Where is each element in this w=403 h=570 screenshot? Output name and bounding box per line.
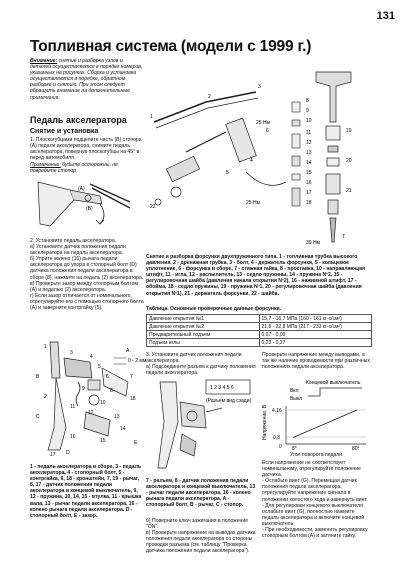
spec-table	[146, 314, 372, 347]
connector-label: (Разъем вид сзади)	[206, 398, 252, 404]
callout-label: 21	[346, 188, 352, 194]
voltage-graph	[262, 378, 372, 454]
callout-label: 4	[250, 158, 253, 164]
sensor-figure	[146, 372, 258, 476]
step2-text	[30, 238, 144, 311]
callout-label: 2	[208, 94, 211, 100]
pedal-assembly-figure	[30, 338, 147, 458]
torque-label-3: 39 Нм	[306, 240, 320, 246]
pedal-note	[30, 162, 142, 174]
step-b: б) Поверните ключ зажигания в положение "ON".	[146, 518, 249, 531]
callout-label: 18	[130, 396, 136, 402]
pedal-step1: 1. Плоскогубцами подцепите часть (B) стопора (A) педали акселератора, снимите педаль акселератора, повернув плоскогубцы на 45° в перед автомобиля.	[30, 137, 142, 162]
callout-label: 14	[120, 426, 126, 432]
graph-on: Вкл	[290, 388, 299, 394]
graph-v3: 0	[279, 444, 282, 450]
callout-label: 1	[150, 114, 153, 120]
callout-label: 7	[130, 374, 133, 380]
callout-label: 15	[100, 438, 106, 444]
callout-label: 17	[306, 190, 312, 196]
graph-ylabel: Напряжение, В	[262, 404, 268, 440]
graph-v2: 0,8	[273, 435, 280, 441]
step3-a: а) Подсоедините разъем к датчику положения педали акселератора.	[146, 364, 256, 377]
callout-label: 7	[342, 234, 345, 240]
callout-label: 6	[106, 374, 109, 380]
torque-label-2: 25 Нм	[246, 200, 260, 206]
table-row: Давление открытия №1 15,7 - 16,7 МПа (160 - 161 кг·с/см²)	[147, 315, 372, 323]
spec-table-title: Таблица. Основные проверочные данные форсунки.	[146, 306, 282, 312]
callout-label: 17	[50, 452, 56, 458]
callout-label: D	[66, 450, 70, 456]
callout-label: 9	[82, 386, 85, 392]
intro-lead: Внимание:	[30, 58, 58, 64]
callout-label: 12	[88, 410, 94, 416]
callout-label: 12	[306, 140, 312, 146]
callout-label: 11	[306, 130, 312, 136]
sensor-caption: 7 - разъем, 8 - датчик положения педали акселератора и концевой выключатель, 13 - рычаг педали акселератора, 16 - колено рычага педали акселератора, A - стопорный болт, B - рычаг, C - стопор.	[146, 478, 256, 509]
intro-text: снятие и разборка узлов и деталей осуществляется в порядке номеров, указанных на рисунках. Сборка и установка осуществляются в порядке, обратном разборке и снятию. При этом следует обращать внимание на дополнительные примечания.	[30, 58, 143, 101]
pedal-stopper-figure	[30, 176, 142, 236]
step2-d: г) Если зазор отличается от номинального, отрегулируйте его с помощью стопорного болта (A) и заверните контргайку (5).	[30, 292, 144, 312]
graph-title: Концевой выключатель	[306, 380, 361, 386]
table-row: Давление открытия №2 21,8 - 22,8 МПа (217 - 233 кг·с/см²)	[147, 323, 372, 331]
step2-head: 2. Установите педаль акселератора.	[30, 238, 117, 244]
page-title: Топливная система (модели с 1999 г.)	[30, 38, 312, 55]
table-row: Предварительный подъем 0,07 - 0,09	[147, 331, 372, 339]
subheading-removal: Снятие и установка	[30, 128, 99, 135]
step3-head: 3. Установите датчик положения педали акселератора.	[146, 352, 242, 365]
callout-label: C	[36, 414, 40, 420]
graph-line	[293, 410, 357, 438]
svg-text:(A): (A)	[78, 186, 85, 192]
injector-figure	[146, 62, 372, 254]
callout-label: 5	[226, 170, 229, 176]
callout-label: 15	[306, 170, 312, 176]
callout-label: 2	[44, 394, 47, 400]
callout-label: 10	[100, 400, 106, 406]
bottom-right-text: Если напряжение не соответствует номинальному, отрегулируйте положение датчика. - Ослабьте винт (G). Перемещая датчик положения педали акселератора, отрегулируйте напряжение сигнала в положении холостого хода и завернуть винт. - Для регулировки концевого выключателя ослабьте винт (G), полностью нажмите педаль акселератора и включите концевой выключатель. - При необходимости, заменить регулировку стопорным болтом (A) и затяните гайку.	[262, 460, 368, 540]
callout-label: 20	[346, 158, 352, 164]
callout-label: E	[134, 440, 138, 446]
callout-label: 3	[258, 84, 261, 90]
svg-text:(B): (B)	[86, 206, 93, 212]
section-heading-pedal: Педаль акселератора	[30, 115, 127, 125]
callout-label: 14	[306, 160, 312, 166]
step2-a: а) Установите датчик положения педали акселератора на педаль акселератора.	[30, 244, 126, 257]
callout-label: 19	[346, 128, 352, 134]
pedal-note-text: будьте осторожны, не повредите стопор.	[30, 162, 118, 175]
step-v: в) Проверьте напряжение на выводах датчика положения педали акселератора со стороны проводки разъема (см. таблицу "Проверка датчика положения педали акселератора").	[146, 530, 256, 555]
callout-label: 5	[98, 364, 101, 370]
right-text: Проверьте напряжение между выводами, а так же наличие проводимости при различных положениях педали акселератора.	[262, 352, 370, 371]
step2-b: б) Уприте колено (16) рычага педали акселератора до упора в стопорный болт (D) датчика положения педали акселератора в сборе (8), нажмите на педаль (2) акселератора.	[30, 256, 144, 281]
callout-label: 8	[306, 98, 309, 104]
callout-label: 3	[70, 350, 73, 356]
connector-pins: 1 2 3 4 5 6	[210, 385, 234, 391]
page-number: 131	[376, 10, 395, 22]
callout-label: 9	[306, 108, 309, 114]
torque-label-1: 25 Нм	[256, 120, 270, 126]
callout-label: 16	[70, 434, 76, 440]
pedal-note-lead: Примечание:	[30, 162, 61, 168]
callout-label: 13	[114, 414, 120, 420]
callout-label: 22	[150, 204, 156, 210]
table-row: Подъем иглы 0,23 - 0,27	[147, 339, 372, 347]
callout-label: 10	[306, 118, 312, 124]
graph-deg2: 80°	[352, 446, 360, 452]
intro-note	[30, 58, 144, 101]
graph-off: Выкл	[290, 396, 303, 402]
callout-label: 18	[306, 200, 312, 206]
callout-label: 4	[90, 354, 93, 360]
callout-label: A	[126, 348, 130, 354]
step2-c: в) Проверьте зазор между стопорным болтом (A) и педалью (2) акселератора.	[30, 280, 139, 293]
graph-xlabel: Угол поворота педали	[290, 452, 343, 458]
callout-label: 8	[110, 388, 113, 394]
callout-label: 16	[306, 180, 312, 186]
graph-v1: 4.16	[272, 408, 282, 414]
pedal-caption: 1 - педаль акселератора в сборе, 3 - педаль акселератора, 4 - стопорный болт, 5 - контргайка, 6, 18 - кронштейн, 7, 19 - рычаг, 8, 17 - датчик положения педали акселератора и концевой выключатель, 9, 12 - пружина, 10, 14, 15 - втулка, 11 - крышка вала, 13 - рычаг педали акселератора, 16 - колено рычага педали акселератора, D - стопорный болт, E - зазор.	[30, 464, 142, 519]
callout-label: 13	[306, 150, 312, 156]
callout-label: 1	[44, 344, 47, 350]
callout-label: B	[36, 374, 40, 380]
callout-label: 6	[266, 128, 269, 134]
injector-caption: Снятие и разборка форсунки двухпружинного типа. 1 - топливная трубка высокого давления, 2 - дренажная трубка, 3 - болт, 4 - держатель форсунки, 5 - кольцевое уплотнение, 6 - форсунка в сборе, 7 - стяжная гайка, 8 - проставка, 10 - направляющая штифт, 11 - игла, 12 - распылитель, 13 - седло пружины, 14 - пружина Nº2, 15 - регулировочная шайба (давления начала открытия Nº2), 16 - нажимной штифт, 17 - обойма, 18 - седло пружины, 19 - пружина Nº1, 20 - регулировочная шайба (давления открытия Nº1), 21 - держатель форсунки, 22 - шайба.	[146, 254, 366, 297]
graph-deg1: 8°	[292, 446, 297, 452]
callout-label: 11	[70, 404, 76, 410]
gap-label: 0 - 2 мм	[128, 358, 147, 364]
